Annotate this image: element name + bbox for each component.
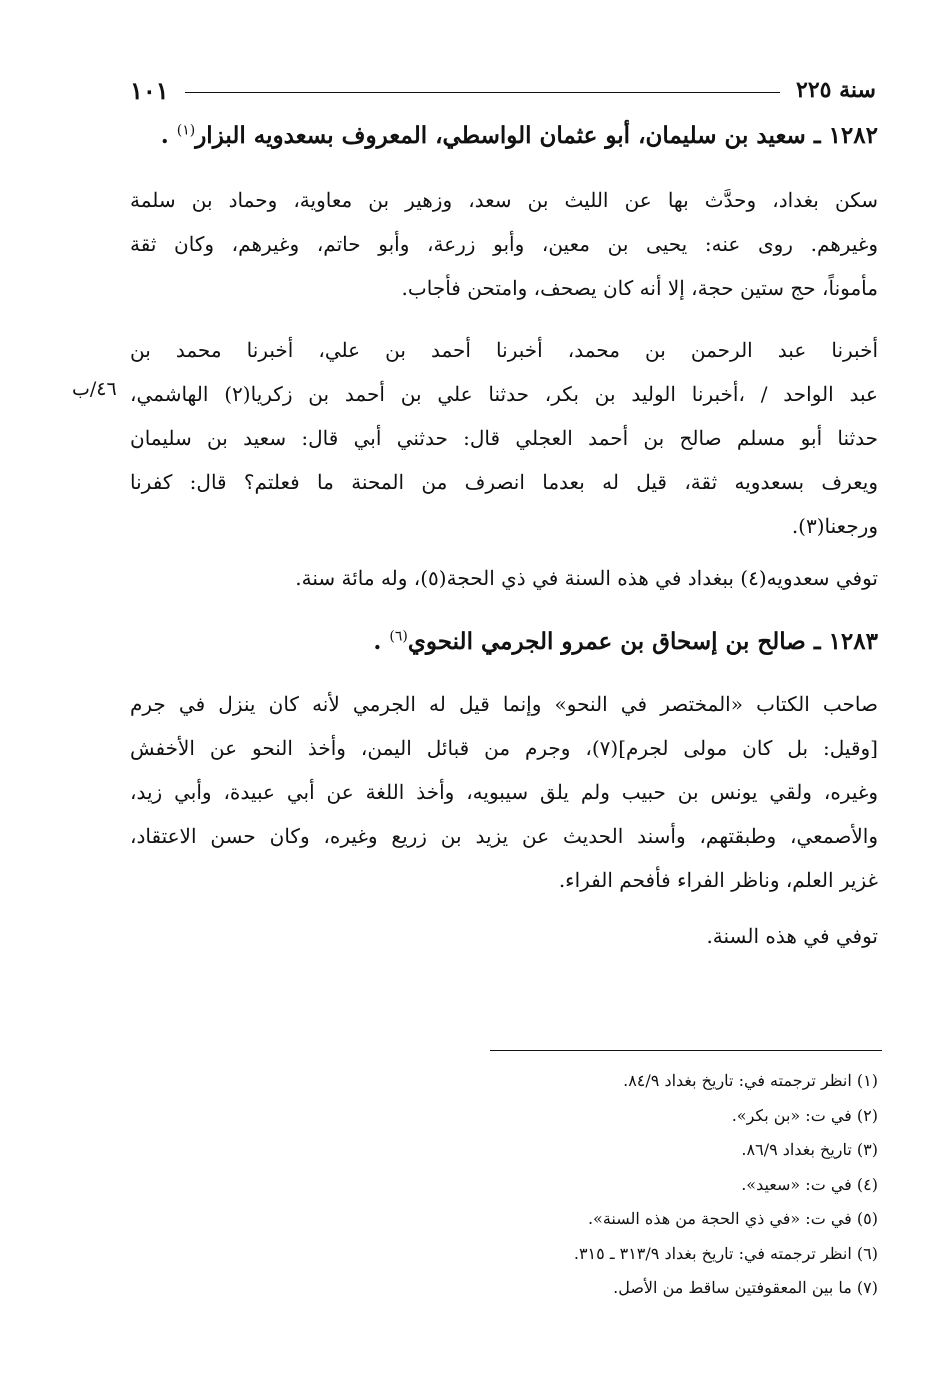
entry-title-1283	[118, 628, 878, 655]
text-line: سكن بغداد، وحدَّث بها عن الليث بن سعد، وزهير بن معاوية، وحماد بن سلمة	[130, 188, 878, 212]
text-line: أخبرنا عبد الرحمن بن محمد، أخبرنا أحمد بن علي، أخبرنا محمد بن	[130, 338, 878, 362]
paragraph-death-1282	[130, 556, 878, 600]
footnote-separator	[490, 1050, 882, 1051]
footnote-item: (١) انظر ترجمته في: تاريخ بغداد ٨٤/٩.	[623, 1071, 878, 1090]
entry-title-text: ١٢٨٢ ـ سعيد بن سليمان، أبو عثمان الواسطي، المعروف بسعدويه البزار	[195, 122, 878, 149]
footnote-item: (٥) في ت: «في ذي الحجة من هذه السنة».	[587, 1209, 878, 1228]
footnote-item: (٤) في ت: «سعيد».	[741, 1174, 878, 1194]
text-line: ويعرف بسعدويه ثقة، قيل له بعدما انصرف من المحنة ما فعلتم؟ قال: كفرنا	[130, 470, 878, 494]
title-end: .	[373, 628, 390, 655]
text-line: [وقيل: بل كان مولى لجرم](٧)، وجرم من قبائل اليمن، وأخذ النحو عن الأخفش	[130, 736, 878, 760]
footnotes	[118, 1064, 878, 1306]
paragraph-biography-1283	[130, 682, 878, 902]
text-line: مأموناً، حج ستين حجة، إلا أنه كان يصحف، وامتحن فأجاب.	[401, 276, 878, 300]
paragraph-biography-1282	[130, 178, 878, 310]
text-line: توفي سعدويه(٤) ببغداد في هذه السنة في ذي الحجة(٥)، وله مائة سنة.	[295, 566, 878, 590]
text-line: صاحب الكتاب «المختصر في النحو» وإنما قيل له الجرمي لأنه كان ينزل في جرم	[130, 692, 878, 716]
text-line: عبد الواحد / ،أخبرنا الوليد بن بكر، حدثنا علي بن أحمد بن زكريا(٢) الهاشمي،	[130, 382, 878, 406]
title-end: .	[160, 122, 177, 149]
running-header	[130, 72, 876, 108]
text-line: توفي في هذه السنة.	[706, 924, 878, 948]
paragraph-isnad-1282	[130, 328, 878, 548]
text-line: ورجعنا(٣).	[791, 514, 878, 538]
footnote-ref: (١)	[176, 122, 196, 139]
entry-title-1282	[118, 122, 878, 149]
text-line: والأصمعي، وطبقتهم، وأسند الحديث عن يزيد بن زريع وغيره، وكان حسن الاعتقاد،	[130, 824, 878, 848]
text-line: وغيره، ولقي يونس بن حبيب ولم يلق سيبويه، وأخذ اللغة عن أبي عبيدة، وأبي زيد،	[130, 780, 878, 804]
text-line: وغيرهم. روى عنه: يحيى بن معين، وأبو زرعة، وأبو حاتم، وغيرهم، وكان ثقة	[130, 232, 878, 256]
header-year: سنة ٢٢٥	[796, 77, 876, 103]
footnote-item: (٢) في ت: «بن بكر».	[731, 1105, 878, 1125]
page-number: ١٠١	[130, 75, 169, 105]
manuscript-folio-note: ٤٦/ب	[72, 378, 117, 400]
footnote-item: (٦) انظر ترجمته في: تاريخ بغداد ٣١٣/٩ ـ ٣١٥.	[573, 1243, 878, 1263]
paragraph-death-1283	[130, 914, 878, 958]
footnote-item: (٧) ما بين المعقوفتين ساقط من الأصل.	[613, 1278, 878, 1297]
footnote-ref: (٦)	[389, 628, 408, 645]
header-rule	[185, 92, 780, 93]
entry-title-text: ١٢٨٣ ـ صالح بن إسحاق بن عمرو الجرمي النحوي	[407, 628, 878, 655]
text-line: حدثنا أبو مسلم صالح بن أحمد العجلي قال: حدثني أبي قال: سعيد بن سليمان	[130, 426, 878, 450]
footnote-item: (٣) تاريخ بغداد ٨٦/٩.	[741, 1140, 878, 1159]
text-line: غزير العلم، وناظر الفراء فأفحم الفراء.	[558, 868, 878, 892]
